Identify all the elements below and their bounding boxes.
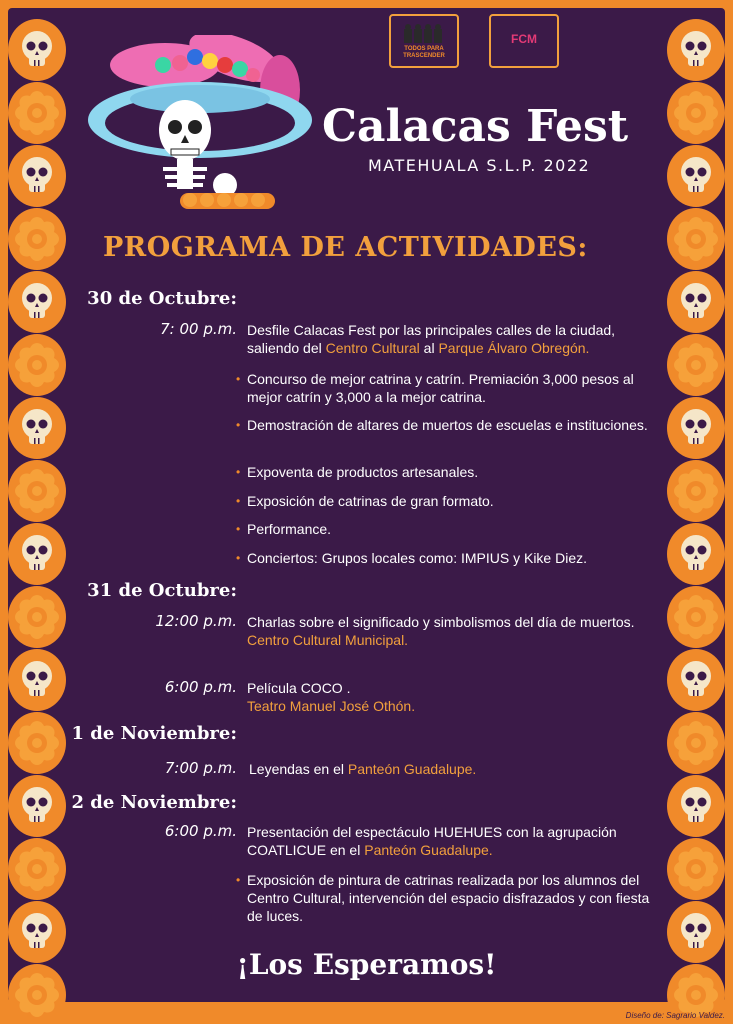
marigold-icon xyxy=(671,844,721,894)
skull-icon xyxy=(12,781,62,831)
event-time: 6:00 p.m. xyxy=(164,678,237,696)
bullet-icon: • xyxy=(236,418,241,432)
bullet-icon: • xyxy=(236,551,241,565)
marigold-icon xyxy=(671,592,721,642)
skull-icon xyxy=(671,151,721,201)
day-label-1-noviembre: 1 de Noviembre: xyxy=(71,723,237,744)
bullet-icon: • xyxy=(236,494,241,508)
skull-icon xyxy=(12,25,62,75)
bullet-icon: • xyxy=(236,465,241,479)
skull-icon xyxy=(12,151,62,201)
event-time: 6:00 p.m. xyxy=(164,822,237,840)
closing-message: ¡Los Esperamos! xyxy=(236,948,497,981)
logo-fcm xyxy=(489,14,559,68)
list-item: Demostración de altares de muertos de escuelas e instituciones. xyxy=(247,417,648,433)
event-description: Película COCO . Teatro Manuel José Othón. xyxy=(247,680,416,714)
event-time: 12:00 p.m. xyxy=(155,612,237,630)
skull-icon xyxy=(671,25,721,75)
list-item: Concurso de mejor catrina y catrín. Premiación 3,000 pesos al mejor catrín y 3,000 a la mejor catrina. xyxy=(247,371,634,405)
bullet-icon: • xyxy=(236,522,241,536)
marigold-icon xyxy=(671,718,721,768)
design-credit: Diseño de: Sagrario Valdez. xyxy=(625,1011,725,1020)
marigold-icon xyxy=(671,466,721,516)
skull-icon xyxy=(671,529,721,579)
event-title: Calacas Fest xyxy=(322,101,629,152)
skull-icon xyxy=(12,277,62,327)
list-item: Exposición de pintura de catrinas realizada por los alumnos del Centro Cultural, intervención del espacio disfrazados y con fiesta de luces. xyxy=(247,872,650,924)
marigold-icon xyxy=(12,592,62,642)
list-item: Exposición de catrinas de gran formato. xyxy=(247,493,494,509)
people-icon xyxy=(402,23,446,43)
event-time: 7:00 p.m. xyxy=(164,759,237,777)
marigold-icon xyxy=(671,340,721,390)
event-subtitle: MATEHUALA S.L.P. 2022 xyxy=(368,156,591,175)
logo-todos-para-trascender: TODOS PARA TRASCENDER xyxy=(389,14,459,68)
program-heading: PROGRAMA DE ACTIVIDADES: xyxy=(103,232,588,263)
catrina-illustration xyxy=(85,35,315,215)
skull-icon xyxy=(671,277,721,327)
fcm-mark: FCM xyxy=(511,32,537,46)
day-label-2-noviembre: 2 de Noviembre: xyxy=(71,792,237,813)
event-description: Charlas sobre el significado y simbolismos del día de muertos. Centro Cultural Municipal. xyxy=(247,614,635,648)
list-item: Performance. xyxy=(247,521,332,537)
event-time: 7: 00 p.m. xyxy=(160,320,237,338)
marigold-icon xyxy=(12,466,62,516)
marigold-icon xyxy=(12,340,62,390)
event-description: Desfile Calacas Fest por las principales calles de la ciudad, saliendo del Centro Cultural al Parque Álvaro Obregón. xyxy=(247,322,616,356)
skull-icon xyxy=(671,781,721,831)
marigold-icon xyxy=(671,88,721,138)
event-description: Leyendas en el Panteón Guadalupe. xyxy=(249,761,477,777)
marigold-icon xyxy=(671,214,721,264)
marigold-icon xyxy=(12,88,62,138)
list-item: Expoventa de productos artesanales. xyxy=(247,464,479,480)
marigold-icon xyxy=(12,214,62,264)
day-label-30-octubre: 30 de Octubre: xyxy=(87,288,237,309)
skull-icon xyxy=(671,655,721,705)
list-item: Conciertos: Grupos locales como: IMPIUS y Kike Diez. xyxy=(247,550,588,566)
day-label-31-octubre: 31 de Octubre: xyxy=(87,580,237,601)
event-description: Presentación del espectáculo HUEHUES con la agrupación COATLICUE en el Panteón Guadalupe. xyxy=(247,824,617,858)
bullet-icon: • xyxy=(236,372,241,386)
skull-icon xyxy=(671,403,721,453)
marigold-icon xyxy=(12,718,62,768)
marigold-icon xyxy=(12,844,62,894)
skull-icon xyxy=(12,529,62,579)
skull-icon xyxy=(12,655,62,705)
bullet-icon: • xyxy=(236,873,241,887)
skull-icon xyxy=(12,403,62,453)
